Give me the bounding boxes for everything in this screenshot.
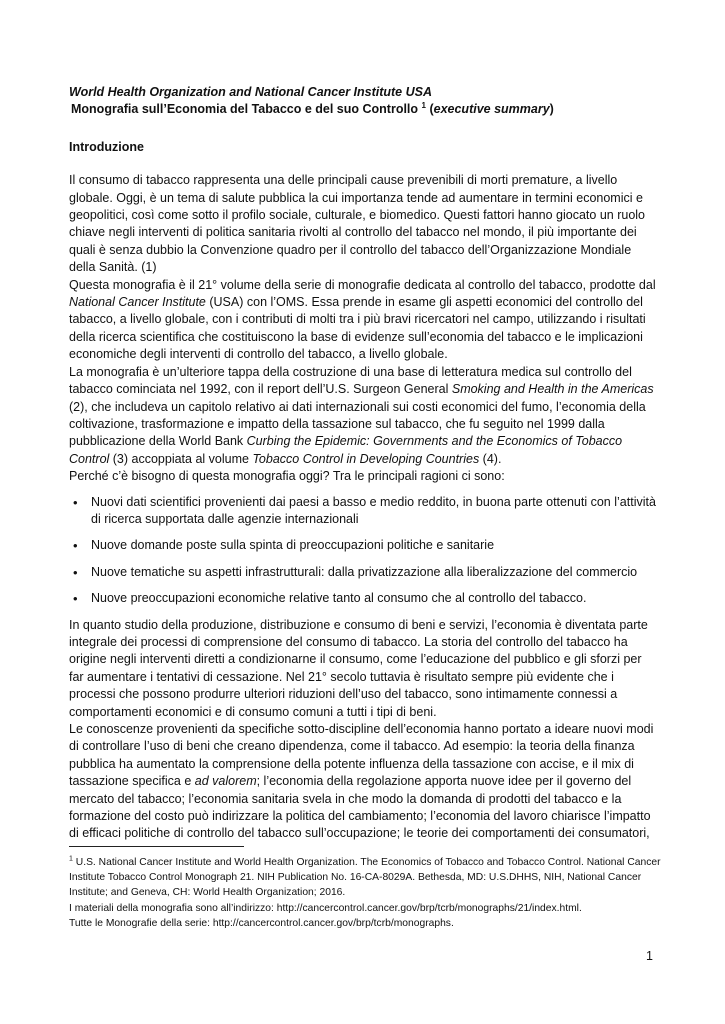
paragraph-3: La monografia è un’ulteriore tappa della costruzione di una base di letteratura medica sul controllo del tabacco cominciata nel 1992, con il report dell’U.S. Surgeon General Smoking and Health in the Americas (2), che includeva un capitolo relativo ai dati internazionali sui costi economici del fumo, l’economia della coltivazione, trasformazione e impatto della tassazione sul tabacco, che fu seguito nel 1999 dalla pubblicazione della World Bank Curbing the Epidemic: Governments and the Economics of Tobacco Control (3) accoppiata al volume Tobacco Control in Developing Countries (4). [69,364,654,466]
footnote [69,855,669,931]
reasons-list [69,494,659,608]
list-item: • Nuovi dati scientifici provenienti dai paesi a basso e medio reddito, in buona parte ottenuti con l’attività di ricerca supportata dalle agenzie internazionali [69,494,659,529]
title-executive-summary: executive summary [433,102,550,117]
footnote-separator [69,846,244,847]
paragraph-1: Il consumo di tabacco rappresenta una delle principali cause prevenibili di morti premature, a livello globale. Oggi, è un tema di salute pubblica la cui importanza tende ad aumentare in termini economici e geopolitici, così come sotto il profilo sociale, culturale, e biomedico. Questi fattori hanno giocato un ruolo chiave negli interventi di politica sanitaria rivolti al controllo del tabacco nel mondo, il più importante dei quali è senza dubbio la Convenzione quadro per il controllo del tabacco dell’Organizzazione Mondiale della Sanità. (1) [69,173,646,275]
footnote-ref[interactable]: 1 [421,101,426,111]
document-body [69,84,659,843]
page-number: 1 [646,949,653,963]
paragraph-4: Perché c’è bisogno di questa monografia oggi? Tra le principali ragioni ci sono: [69,469,505,484]
document-title-line2: Monografia sull’Economia del Tabacco e del suo Controllo $^1$ (executive summary) [71,101,554,117]
footnote-materials-link[interactable]: I materiali della monografia sono all’indirizzo: http://cancercontrol.cancer.gov/brp/tcrb/monographs/21/index.html. [69,902,582,914]
list-item: • Nuove tematiche su aspetti infrastrutturali: dalla privatizzazione alla liberalizzazione del commercio [69,564,659,581]
footnote-series-link[interactable]: Tutte le Monografie della serie: http://cancercontrol.cancer.gov/brp/tcrb/monographs. [69,917,454,929]
list-item: • Nuove domande poste sulla spinta di preoccupazioni politiche e sanitarie [69,537,659,554]
title-main: Monografia sull’Economia del Tabacco e del suo Controllo [71,102,419,117]
paragraph-2: Questa monografia è il 21° volume della serie di monografie dedicata al controllo del tabacco, prodotte dal National Cancer Institute (USA) con l’OMS. Essa prende in esame gli aspetti economici del controllo del tabacco, a livello globale, con i contributi di molti tra i più bravi ricercatori nel campo, utilizzando i risultati della ricerca scientifica che costituiscono la base di evidenze sull’economia del tabacco e le implicazioni economiche degli interventi di controllo del tabacco, a livello globale. [69,277,656,362]
paragraph-5: In quanto studio della produzione, distribuzione e consumo di beni e servizi, l’economia è diventata parte integrale dei processi di comprensione del consumo di tabacco. La storia del controllo del tabacco ha origine negli interventi diretti a condizionarne il consumo, come l’educazione del pubblico e gli sforzi per far aumentare i tentativi di cessazione. Nel 21° secolo tuttavia è risultato sempre più evidente che i processi che possono produrre ulteriori riduzioni dell’uso del tabacco, sono intimamente connessi a comportamenti economici e di consumo comuni a tutti i tipi di beni. [69,617,648,719]
section-heading: Introduzione [69,139,144,154]
paragraph-6: Le conoscenze provenienti da specifiche sotto-discipline dell’economia hanno portato a ideare nuovi modi di controllare l’uso di beni che creano dipendenza, come il tabacco. Ad esempio: la teoria della finanza pubblica ha aumentato la comprensione della potente influenza della tassazione con accise, e il mix di tassazione specifica e ad valorem; l’economia della regolazione apporta nuove idee per il governo del mercato del tabacco; l’economia sanitaria svela in che modo la domanda di prodotti del tabacco e la formazione del costo può indirizzare la politica del cambiamento; l’economia del lavoro chiarisce l’impatto di efficaci politiche di controllo del tabacco sull’occupazione; le teorie dei comportamenti dei consumatori, [69,722,654,841]
footnote-citation: $^1$ U.S. National Cancer Institute and World Health Organization. The Economics of Tobacco and Tobacco Control. National Cancer Institute Tobacco Control Monograph 21. NIH Publication No. 16-CA-8029A. Bethesda, MD: U.S.DHHS, NIH, National Cancer Institute; and Geneva, CH: World Health Organization; 2016. [69,855,661,899]
document-title-line1: World Health Organization and National Cancer Institute USA [69,85,433,99]
footnote-marker: 1 [69,855,73,863]
list-item: • Nuove preoccupazioni economiche relative tanto al consumo che al controllo del tabacco. [69,590,659,607]
